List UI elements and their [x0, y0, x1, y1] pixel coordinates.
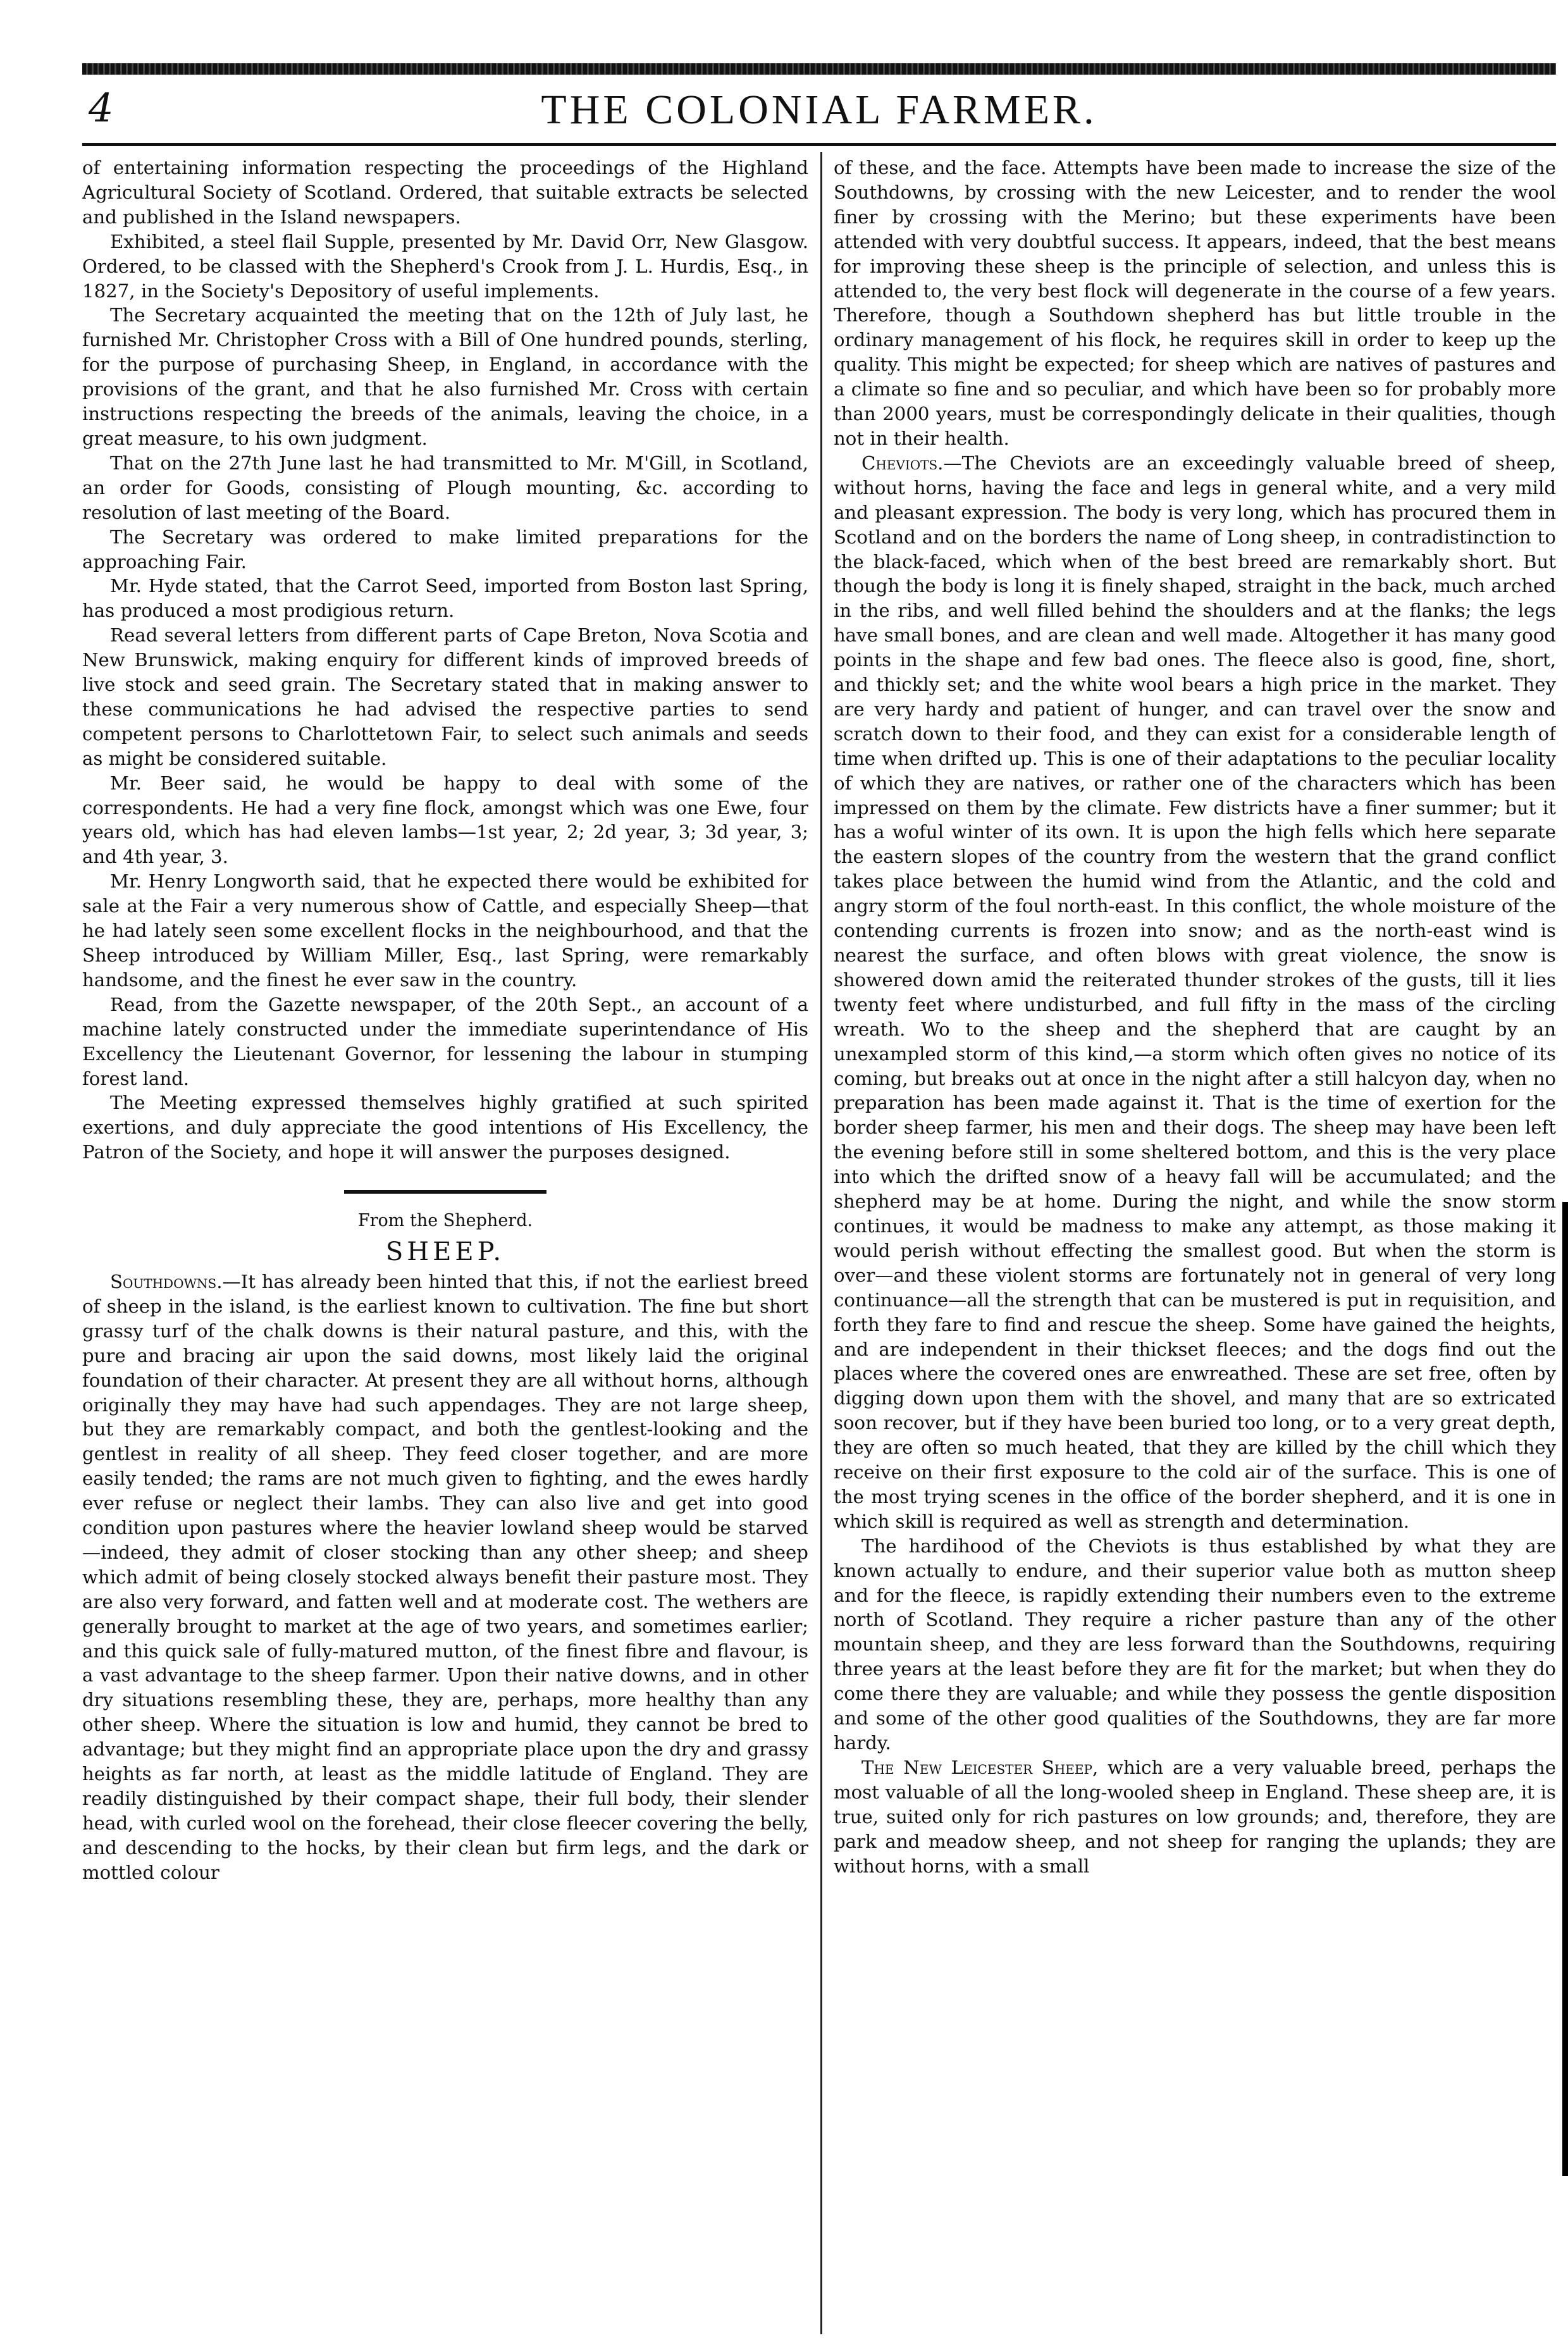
page-number: 4: [89, 85, 114, 131]
article-title: SHEEP.: [385, 1237, 505, 1267]
right-column: [834, 156, 1556, 2332]
column-divider: [820, 152, 822, 2334]
paragraph-gazette: Read, from the Gazette newspaper, of the 20th Sept., an account of a machine lately constructed under the immediate superintendance of His Excellency the Lieutenant Governor, for lessening the labour in stumping forest land.: [82, 993, 808, 1089]
paragraph-sheep-purchase: The Secretary acquainted the meeting that on the 12th of July last, he furnished Mr. Christopher Cross with a Bill of One hundred pounds, sterling, for the purpose of purchasing Sheep, in England, in accordance with the provisions of the grant, and that he also furnished Mr. Cross with certain instructions respecting the breeds of the animals, leaving the choice, in a great measure, to his own judgment.: [82, 304, 808, 449]
paragraph-southdowns-continued: of these, and the face. Attempts have been made to increase the size of the Southdowns, by crossing with the new Leicester, and to render the wool finer by crossing with the Merino; but these experiments have been attended with very doubtful success. It appears, indeed, that the best means for improving these sheep is the principle of selection, and unless this is attended to, the very best flock will degenerate in the course of a few years. Therefore, though a Southdown shepherd has but little trouble in the ordinary management of his flock, he requires skill in order to keep up the quality. This might be expected; for sheep which are natives of pastures and a climate so fine and so peculiar, and which have been so for probably more than 2000 years, must be correspondingly delicate in their qualities, though not in their health.: [834, 157, 1556, 449]
paragraph-letters: Read several letters from different parts of Cape Breton, Nova Scotia and New Brunswick, making enquiry for different kinds of improved breeds of live stock and seed grain. The Secretary stated that in making answer to these communications he had advised the respective parties to send competent persons to Charlottetown Fair, to select such animals and seeds as might be considered suitable.: [82, 624, 808, 769]
leicester-lead: The New Leicester Sheep,: [861, 1756, 1099, 1778]
paragraph-flail-supple: Exhibited, a steel flail Supple, presented by Mr. David Orr, New Glasgow. Ordered, to be classed with the Shepherd's Crook from J. L. Hurdis, Esq., in 1827, in the Society's Depository of useful implements.: [82, 230, 808, 302]
cheviots-lead: Cheviots.: [861, 452, 944, 474]
paragraph-southdowns: [82, 1270, 808, 1885]
left-column: [82, 156, 808, 2332]
southdowns-lead: Southdowns.: [110, 1270, 223, 1292]
paragraph-hardihood: The hardihood of the Cheviots is thus established by what they are known actually to endure, and their superior value both as mutton sheep and for the fleece, is rapidly extending their numbers even to the extreme north of Scotland. They require a richer pasture than any of the other mountain sheep, and they are less forward than the Southdowns, requiring three years at the least before they are fit for the market; but when they do come there they are valuable; and while they possess the gentle disposition and some of the other good qualities of the Southdowns, they are far more hardy.: [834, 1535, 1556, 1754]
southdowns-body: —It has already been hinted that this, if not the earliest breed of sheep in the island, is the earliest known to cultivation. The fine but short grassy turf of the chalk downs is their natural pasture, and this, with the pure and bracing air upon the said downs, most likely laid the original foundation of their character. At present they are all without horns, although originally they may have had such appendages. They are not large sheep, but they are remarkably compact, and both the gentlest-looking and the gentlest in reality of all sheep. They feed closer together, and are more easily tended; the rams are not much given to fighting, and the ewes hardly ever refuse or neglect their lambs. They can also live and get into good condition upon pastures where the heavier lowland sheep would be starved—indeed, they admit of closer stocking than any other sheep; and sheep which admit of being closely stocked always benefit their pasture most. They are also very forward, and fatten well and at moderate cost. The wethers are generally brought to market at the age of two years, and sometimes earlier; and this quick sale of fully-matured mutton, of the finest fibre and flavour, is a vast advantage to the sheep farmer. Upon their native downs, and in other dry situations resembling these, they are, perhaps, more healthy than any other sheep. Where the situation is low and humid, they cannot be bred to advantage; but they might find an appropriate place upon the dry and grassy heights as far north, at least as the middle latitude of England. They are readily distinguished by their compact shape, their full body, their slender head, with curled wool on the forehead, their close fleecer covering the belly, and descending to the hocks, by their clean but firm legs, and the dark or mottled colour: [82, 1270, 808, 1883]
header-rule: [82, 143, 1556, 146]
top-ornamental-rule: [82, 63, 1556, 75]
paragraph-highland-society: of entertaining information respecting the proceedings of the Highland Agricultural Society of Scotland. Ordered, that suitable extracts be selected and published in the Island newspapers.: [82, 157, 808, 228]
paragraph-carrot-seed: Mr. Hyde stated, that the Carrot Seed, imported from Boston last Spring, has produced a most prodigious return.: [82, 575, 808, 622]
page-header: [82, 81, 1556, 138]
paragraph-fair-preparations: The Secretary was ordered to make limited preparations for the approaching Fair.: [82, 526, 808, 572]
section-divider: [344, 1190, 546, 1194]
leicester-body: which are a very valuable breed, perhaps the most valuable of all the long-wooled sheep in England. These sheep are, it is true, suited only for rich pastures on low grounds; and, therefore, they are park and meadow sheep, and not sheep for ranging the uplands; they are without horns, with a small: [834, 1756, 1556, 1877]
article-source: From the Shepherd.: [357, 1211, 533, 1231]
paragraph-meeting-close: The Meeting expressed themselves highly gratified at such spirited exertions, and duly appreciate the good intentions of His Excellency, the Patron of the Society, and hope it will answer the purposes designed.: [82, 1092, 808, 1163]
cheviots-body: —The Cheviots are an exceedingly valuable breed of sheep, without horns, having the face and legs in general white, and a very mild and pleasant expression. The body is very long, which has procured them in Scotland and on the borders the name of Long sheep, in contradistinction to the black-faced, which when of the best breed are remarkably short. But though the body is long it is finely shaped, straight in the back, much arched in the ribs, and well filled behind the shoulders and at the flanks; the legs have small bones, and are clean and well made. Altogether it has many good points in the shape and few bad ones. The fleece also is good, fine, short, and thickly set; and the white wool bears a high price in the market. They are very hardy and patient of hunger, and can travel over the snow and scratch down to their food, and they can exist for a considerable length of time when drifted up. This is one of their adaptations to the peculiar locality of which they are natives, or rather one of the characters which has been impressed on them by the climate. Few districts have a finer summer; but it has a woful winter of its own. It is upon the high fells which here separate the eastern slopes of the country from the western that the grand conflict takes place between the humid wind from the Atlantic, and the cold and angry storm of the foul north-east. In this conflict, the whole moisture of the contending currents is frozen into snow; and as the north-east wind is nearest the surface, and often blows with great violence, the snow is showered down amid the reiterated thunder strokes of the gusts, till it lies twenty feet where undisturbed, and full fifty in the mass of the circling wreath. Wo to the sheep and the shepherd that are caught by an unexampled storm of this kind,—a storm which often gives no notice of its coming, but breaks out at once in the night after a still halcyon day, when no preparation has been made against it. That is the time of exertion for the border sheep farmer, his men and their dogs. The sheep may have been left the evening before still in some sheltered bottom, and this is the very place into which the drifted snow of a heavy fall will be accumulated; and the shepherd may be at home. During the night, and while the snow storm continues, it would be madness to make any attempt, as those making it would perish without effecting the smallest good. But when the storm is over—and these violent storms are fortunately not in general of very long continuance—all the strength that can be mustered is put in requisition, and forth they fare to find and rescue the sheep. Some have gained the heights, and are independent in their thickset fleeces; and the dogs find out the places where the covered ones are enwreathed. These are set free, often by digging down upon them with the shovel, and many that are so extricated soon recover, but if they have been buried too long, or to a very great depth, they are often so much heated, that they are killed by the chill which they receive on their first exposure to the cold air of the surface. This is one of the most trying scenes in the office of the border shepherd, and it is one in which skill is required as well as strength and determination.: [834, 452, 1556, 1532]
masthead-title: THE COLONIAL FARMER.: [541, 87, 1097, 133]
page-edge-shadow: [1562, 1202, 1568, 2176]
paragraph-cheviots: [834, 451, 1556, 1534]
paragraph-mr-beer: Mr. Beer said, he would be happy to deal with some of the correspondents. He had a very fine flock, amongst which was one Ewe, four years old, which has had eleven lambs—1st year, 2; 2d year, 3; 3d year, 3; and 4th year, 3.: [82, 772, 808, 868]
paragraph-goods-order: That on the 27th June last he had transmitted to Mr. M'Gill, in Scotland, an order for Goods, consisting of Plough mounting, &c. according to resolution of last meeting of the Board.: [82, 452, 808, 523]
paragraph-new-leicester: [834, 1755, 1556, 1879]
paragraph-mr-longworth: Mr. Henry Longworth said, that he expected there would be exhibited for sale at the Fair a very numerous show of Cattle, and especially Sheep—that he had lately seen some excellent flocks in the neighbourhood, and that the Sheep introduced by William Miller, Esq., last Spring, were remarkably handsome, and the finest he ever saw in the country.: [82, 870, 808, 991]
